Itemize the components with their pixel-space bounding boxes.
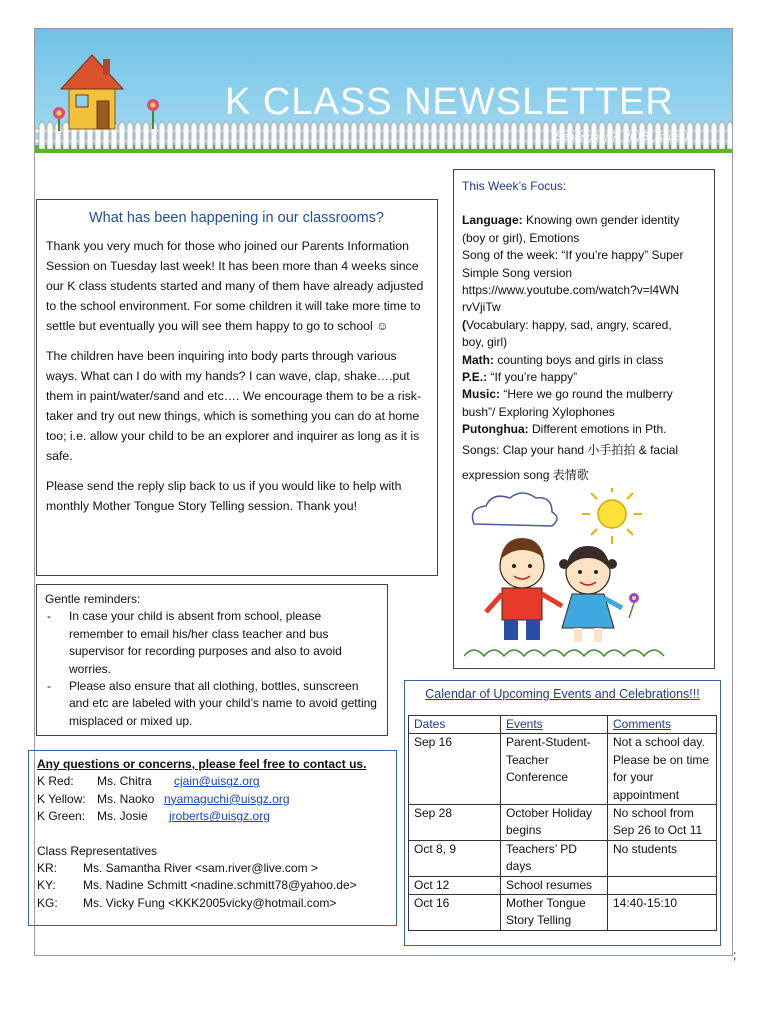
fence-picket bbox=[295, 121, 301, 149]
fence-picket bbox=[207, 121, 213, 149]
fence-picket bbox=[231, 121, 237, 149]
house-icon bbox=[61, 55, 123, 129]
fence-picket bbox=[407, 121, 413, 149]
contact-box bbox=[28, 750, 397, 926]
fence-picket bbox=[223, 121, 229, 149]
event-comment: No students bbox=[608, 840, 717, 876]
teacher-email-link[interactable]: nyamaguchi@uisgz.org bbox=[164, 791, 290, 806]
focus-math bbox=[462, 352, 706, 369]
event-comment bbox=[608, 876, 717, 894]
teacher-row bbox=[37, 773, 388, 790]
fence-picket bbox=[143, 121, 149, 149]
fence-picket bbox=[471, 121, 477, 149]
fence-picket bbox=[135, 121, 141, 149]
table-header-row bbox=[409, 716, 717, 734]
event-name: October Holiday begins bbox=[501, 805, 608, 841]
reminders-list bbox=[45, 608, 379, 730]
rep-class: KR: bbox=[37, 861, 58, 876]
table-row bbox=[409, 805, 717, 841]
class-name: K Yellow: bbox=[37, 791, 86, 806]
contact-heading: Any questions or concerns, please feel free to contact us. bbox=[37, 757, 367, 771]
fence-picket bbox=[279, 121, 285, 149]
fence-picket bbox=[247, 121, 253, 149]
fence-picket bbox=[455, 121, 461, 149]
fence-picket bbox=[183, 121, 189, 149]
focus-song-week: Song of the week: “If you’re happy” Super bbox=[462, 248, 684, 263]
fence-picket bbox=[719, 121, 725, 149]
focus-language-cont: (boy or girl), Emotions bbox=[462, 230, 580, 245]
newsletter-title: K CLASS NEWSLETTER bbox=[225, 81, 674, 123]
teacher-name: Ms. Josie bbox=[97, 809, 148, 824]
rep-class: KY: bbox=[37, 878, 56, 893]
reminders-heading: Gentle reminders: bbox=[45, 592, 141, 606]
reps-heading: Class Representatives bbox=[37, 843, 158, 858]
fence-picket bbox=[239, 121, 245, 149]
fence-picket bbox=[439, 121, 445, 149]
teacher-name: Ms. Naoko bbox=[97, 791, 155, 806]
teacher-row bbox=[37, 791, 388, 808]
pe-label: P.E.: bbox=[462, 370, 488, 385]
music-text: “Here we go round the mulberry bbox=[500, 387, 673, 402]
fence-picket bbox=[511, 121, 517, 149]
fence-picket bbox=[447, 121, 453, 149]
fence-picket bbox=[343, 121, 349, 149]
issue-date: September 7, 2015, Issue 1 bbox=[554, 131, 690, 143]
col-events: Events bbox=[501, 716, 608, 734]
putonghua-text: Different emotions in Pth. bbox=[528, 422, 667, 437]
fence-picket bbox=[463, 121, 469, 149]
fence-picket bbox=[519, 121, 525, 149]
fence-picket bbox=[495, 121, 501, 149]
calendar-table bbox=[408, 715, 717, 931]
fence-picket bbox=[695, 121, 701, 149]
pe-text: “If you’re happy” bbox=[487, 370, 578, 385]
calendar-box bbox=[404, 680, 721, 946]
language-text: Knowing own gender identity bbox=[522, 213, 680, 228]
focus-vocab-cont: boy, girl) bbox=[462, 335, 508, 350]
reminder-text: Please also ensure that all clothing, bottles, sunscreen and etc are labeled with your child’s name to avoid getting misplaced or mixed up. bbox=[69, 679, 377, 728]
header-banner bbox=[35, 29, 732, 153]
rep-info: Ms. Nadine Schmitt <nadine.schmitt78@yahoo.de> bbox=[83, 878, 357, 893]
rep-row bbox=[37, 895, 388, 912]
fence-picket bbox=[63, 121, 69, 149]
fence-picket bbox=[191, 121, 197, 149]
fence-picket bbox=[503, 121, 509, 149]
fence-picket bbox=[327, 121, 333, 149]
fence-picket bbox=[415, 121, 421, 149]
focus-url-line1: https://www.youtube.com/watch?v=l4WN bbox=[462, 283, 680, 298]
focus-heading: This Week’s Focus: bbox=[462, 179, 567, 193]
stray-mark: ; bbox=[733, 948, 737, 962]
event-comment: Not a school day. Please be on time for your appointment bbox=[608, 734, 717, 805]
fence-picket bbox=[711, 121, 717, 149]
vocab-open: ( bbox=[462, 317, 466, 332]
event-name: Parent-Student-Teacher Conference bbox=[501, 734, 608, 805]
focus-url-line2: rvVjiTw bbox=[462, 300, 501, 315]
weekly-focus-box bbox=[453, 169, 715, 669]
classroom-news-heading: What has been happening in our classrooms? bbox=[88, 210, 384, 226]
bullet: - bbox=[47, 609, 51, 624]
reminder-text: In case your child is absent from school, please remember to email his/her class teacher and bus supervisor for recording purposes and also to avoid worries. bbox=[69, 609, 342, 676]
focus-music bbox=[462, 386, 706, 403]
news-paragraph: Please send the reply slip back to us if you would like to help with monthly Mother Tongue Story Telling session. Thank you! bbox=[46, 479, 402, 513]
rep-row bbox=[37, 877, 388, 894]
news-paragraph: Thank you very much for those who joined our Parents Information Session on Tuesday last week! It has been more than 4 weeks since our K class students started and many of them have already adjusted to the school environment. For some children it will take more time to settle but eventually you will see them happy to go to school ☺ bbox=[46, 239, 424, 333]
focus-language bbox=[462, 212, 706, 229]
fence-picket bbox=[303, 121, 309, 149]
vocab-text: Vocabulary: happy, sad, angry, scared, bbox=[466, 317, 672, 332]
col-dates: Dates bbox=[409, 716, 501, 734]
math-text: counting boys and girls in class bbox=[494, 352, 664, 367]
list-item bbox=[45, 608, 379, 678]
focus-vocab bbox=[462, 317, 706, 334]
event-name: Mother Tongue Story Telling bbox=[501, 895, 608, 931]
putonghua-label: Putonghua: bbox=[462, 422, 529, 437]
fence-picket bbox=[367, 121, 373, 149]
teacher-row bbox=[37, 808, 388, 825]
fence-picket bbox=[335, 121, 341, 149]
event-date: Sep 28 bbox=[409, 805, 501, 841]
list-item bbox=[45, 678, 379, 730]
event-date: Sep 16 bbox=[409, 734, 501, 805]
music-label: Music: bbox=[462, 387, 501, 402]
focus-song-version: Simple Song version bbox=[462, 265, 573, 280]
teacher-email-link[interactable]: jroberts@uisgz.org bbox=[169, 809, 270, 824]
children-illustration bbox=[464, 488, 704, 660]
bullet: - bbox=[47, 679, 51, 694]
fence-picket bbox=[423, 121, 429, 149]
fence-picket bbox=[375, 121, 381, 149]
fence-picket bbox=[703, 121, 709, 149]
fence-picket bbox=[351, 121, 357, 149]
fence-picket bbox=[319, 121, 325, 149]
fence-picket bbox=[391, 121, 397, 149]
focus-music-cont: bush”/ Exploring Xylophones bbox=[462, 404, 615, 419]
fence-picket bbox=[39, 121, 45, 149]
fence-picket bbox=[167, 121, 173, 149]
event-date: Oct 8, 9 bbox=[409, 840, 501, 876]
event-date: Oct 16 bbox=[409, 895, 501, 931]
fence-picket bbox=[159, 121, 165, 149]
event-date: Oct 12 bbox=[409, 876, 501, 894]
fence-picket bbox=[175, 121, 181, 149]
fence-picket bbox=[119, 121, 125, 149]
focus-songs: Songs: Clap your hand 小手拍拍 & facial bbox=[462, 442, 679, 457]
event-name: School resumes bbox=[501, 876, 608, 894]
fence-picket bbox=[727, 121, 732, 149]
fence-picket bbox=[263, 121, 269, 149]
event-comment: No school from Sep 26 to Oct 11 bbox=[608, 805, 717, 841]
fence-picket bbox=[527, 121, 533, 149]
fence-picket bbox=[271, 121, 277, 149]
table-row bbox=[409, 840, 717, 876]
class-name: K Green: bbox=[37, 809, 86, 824]
fence-picket bbox=[255, 121, 261, 149]
fence-picket bbox=[383, 121, 389, 149]
rep-row bbox=[37, 860, 388, 877]
fence-picket bbox=[543, 121, 549, 149]
fence-picket bbox=[431, 121, 437, 149]
focus-pe bbox=[462, 369, 706, 386]
math-label: Math: bbox=[462, 352, 494, 367]
fence-picket bbox=[359, 121, 365, 149]
class-name: K Red: bbox=[37, 774, 74, 789]
rep-info: Ms. Vicky Fung <KKK2005vicky@hotmail.com> bbox=[83, 895, 337, 910]
event-comment: 14:40-15:10 bbox=[608, 895, 717, 931]
fence-picket bbox=[215, 121, 221, 149]
col-comments: Comments bbox=[608, 716, 717, 734]
teacher-email-link[interactable]: cjain@uisgz.org bbox=[174, 774, 260, 789]
classroom-news-box bbox=[36, 199, 438, 576]
fence-picket bbox=[47, 121, 53, 149]
fence-picket bbox=[311, 121, 317, 149]
fence-picket bbox=[287, 121, 293, 149]
reminders-box bbox=[36, 584, 388, 736]
fence-picket bbox=[127, 121, 133, 149]
teacher-name: Ms. Chitra bbox=[97, 774, 152, 789]
focus-songs-cont: expression song 表情歌 bbox=[462, 468, 589, 483]
fence-picket bbox=[535, 121, 541, 149]
fence-picket bbox=[199, 121, 205, 149]
focus-putonghua bbox=[462, 421, 706, 438]
fence-picket bbox=[487, 121, 493, 149]
news-paragraph: The children have been inquiring into body parts through various ways. What can I do with my hands? I can wave, clap, shake….put them in paint/water/sand and etc…. We encourage them to be a risk-taker and try out new things, which is something you can do at home too; i.e. allow your child to be an explorer and inquirer as long as it is safe. bbox=[46, 349, 422, 463]
event-name: Teachers’ PD days bbox=[501, 840, 608, 876]
rep-info: Ms. Samantha River <sam.river@live.com > bbox=[83, 861, 318, 876]
rep-class: KG: bbox=[37, 895, 58, 910]
language-label: Language: bbox=[462, 213, 523, 228]
table-row bbox=[409, 895, 717, 931]
table-row bbox=[409, 734, 717, 805]
fence-picket bbox=[479, 121, 485, 149]
table-row bbox=[409, 876, 717, 894]
fence-picket bbox=[399, 121, 405, 149]
calendar-title: Calendar of Upcoming Events and Celebrations!!! bbox=[425, 687, 700, 701]
